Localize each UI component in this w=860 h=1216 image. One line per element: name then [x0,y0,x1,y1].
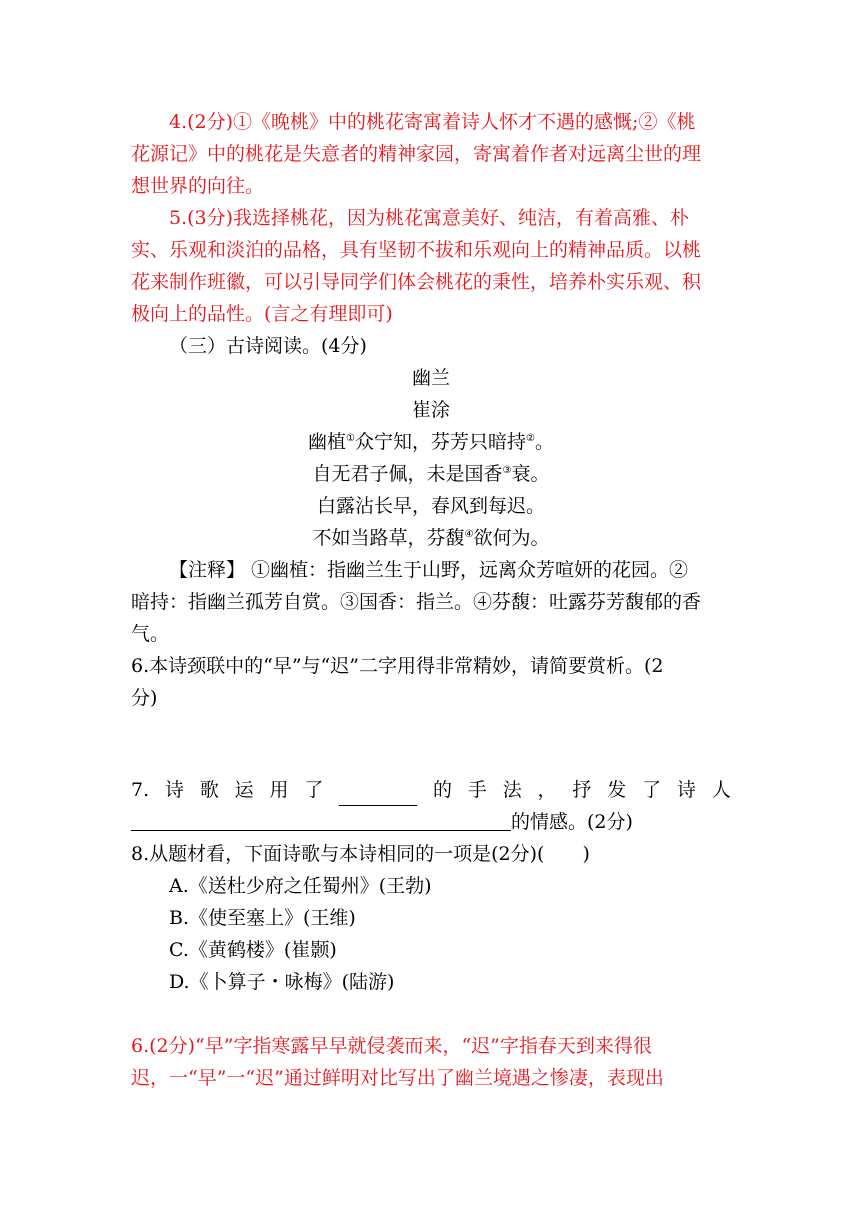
q7-char: 人 [711,779,731,801]
q7-char: 手 [467,779,487,801]
q7-char: 诗 [676,779,696,801]
q7-char: ， [537,779,557,801]
answer-5: 5.(3分)我选择桃花，因为桃花寓意美好、纯洁，有着高雅、朴 [169,207,690,229]
notes-line2: 暗持：指幽兰孤芳自赏。③国香：指兰。④芬馥：吐露芬芳馥郁的香 [131,591,702,613]
answer-4-line3: 想世界的向往。 [131,175,265,197]
poem-author: 崔涂 [411,399,450,421]
answer-4: 4.(2分)①《晚桃》中的桃花寄寓着诗人怀才不遇的感慨;②《桃 [169,111,696,133]
poem-line-4: 不如当路草，芬馥④欲何为。 [312,527,550,549]
question-7-line2: 的情感。(2分) [131,806,731,838]
answer-blank-2[interactable] [131,810,511,831]
notes-line3: 气。 [131,623,170,645]
q7-char: 了 [304,779,324,801]
option-a: A.《送杜少府之任蜀州》(王勃) [169,875,432,897]
answer-4-line2: 花源记》中的桃花是失意者的精神家园，寄寓着作者对远离尘世的理 [131,143,702,165]
question-6-line2: 分) [131,687,158,709]
answer-blank-1[interactable] [339,785,417,806]
answer-5-line3: 花来制作班徽，可以引导同学们体会桃花的秉性，培养朴实乐观、积 [131,271,702,293]
q7-char: 的 [433,779,453,801]
poem-title: 幽兰 [411,367,450,389]
q7-char: 抒 [572,779,592,801]
poem-line-2: 自无君子佩，未是国香③衰。 [312,463,550,485]
q7-char: 7. [131,779,150,801]
q7-char: 用 [269,779,289,801]
question-6: 6.本诗颈联中的“早”与“迟”二字用得非常精妙，请简要赏析。(2 [131,655,664,677]
poem-line-3: 白露沾长早，春风到每迟。 [316,495,545,517]
section-heading: （三）古诗阅读。(4分) [169,335,367,357]
option-b: B.《使至塞上》(王维) [169,907,356,929]
answer-6-line2: 迟，一“早”一“迟”通过鲜明对比写出了幽兰境遇之惨凄，表现出 [131,1067,664,1089]
q7-char: 了 [642,779,662,801]
poem-line-1: 幽植①众宁知，芬芳只暗持②。 [308,431,554,453]
notes: 【注释】 ①幽植：指幽兰生于山野，远离众芳喧妍的花园。② [169,559,689,581]
q7-char: 法 [502,779,522,801]
option-d: D.《卜算子・咏梅》(陆游) [169,971,395,993]
q7-char: 歌 [199,779,219,801]
q7-char: 运 [234,779,254,801]
q7-char: 诗 [164,779,184,801]
answer-6: 6.(2分)“早”字指寒露早早就侵袭而来，“迟”字指春天到来得很 [131,1035,652,1057]
option-c: C.《黄鹤楼》(崔颢) [169,939,337,961]
question-8: 8.从题材看，下面诗歌与本诗相同的一项是(2分)( ) [131,843,590,865]
question-7 [131,774,731,806]
q7-char: 发 [607,779,627,801]
answer-5-line4: 极向上的品性。(言之有理即可) [131,303,393,325]
answer-5-line2: 实、乐观和淡泊的品格，具有坚韧不拔和乐观向上的精神品质。以桃 [131,239,702,261]
